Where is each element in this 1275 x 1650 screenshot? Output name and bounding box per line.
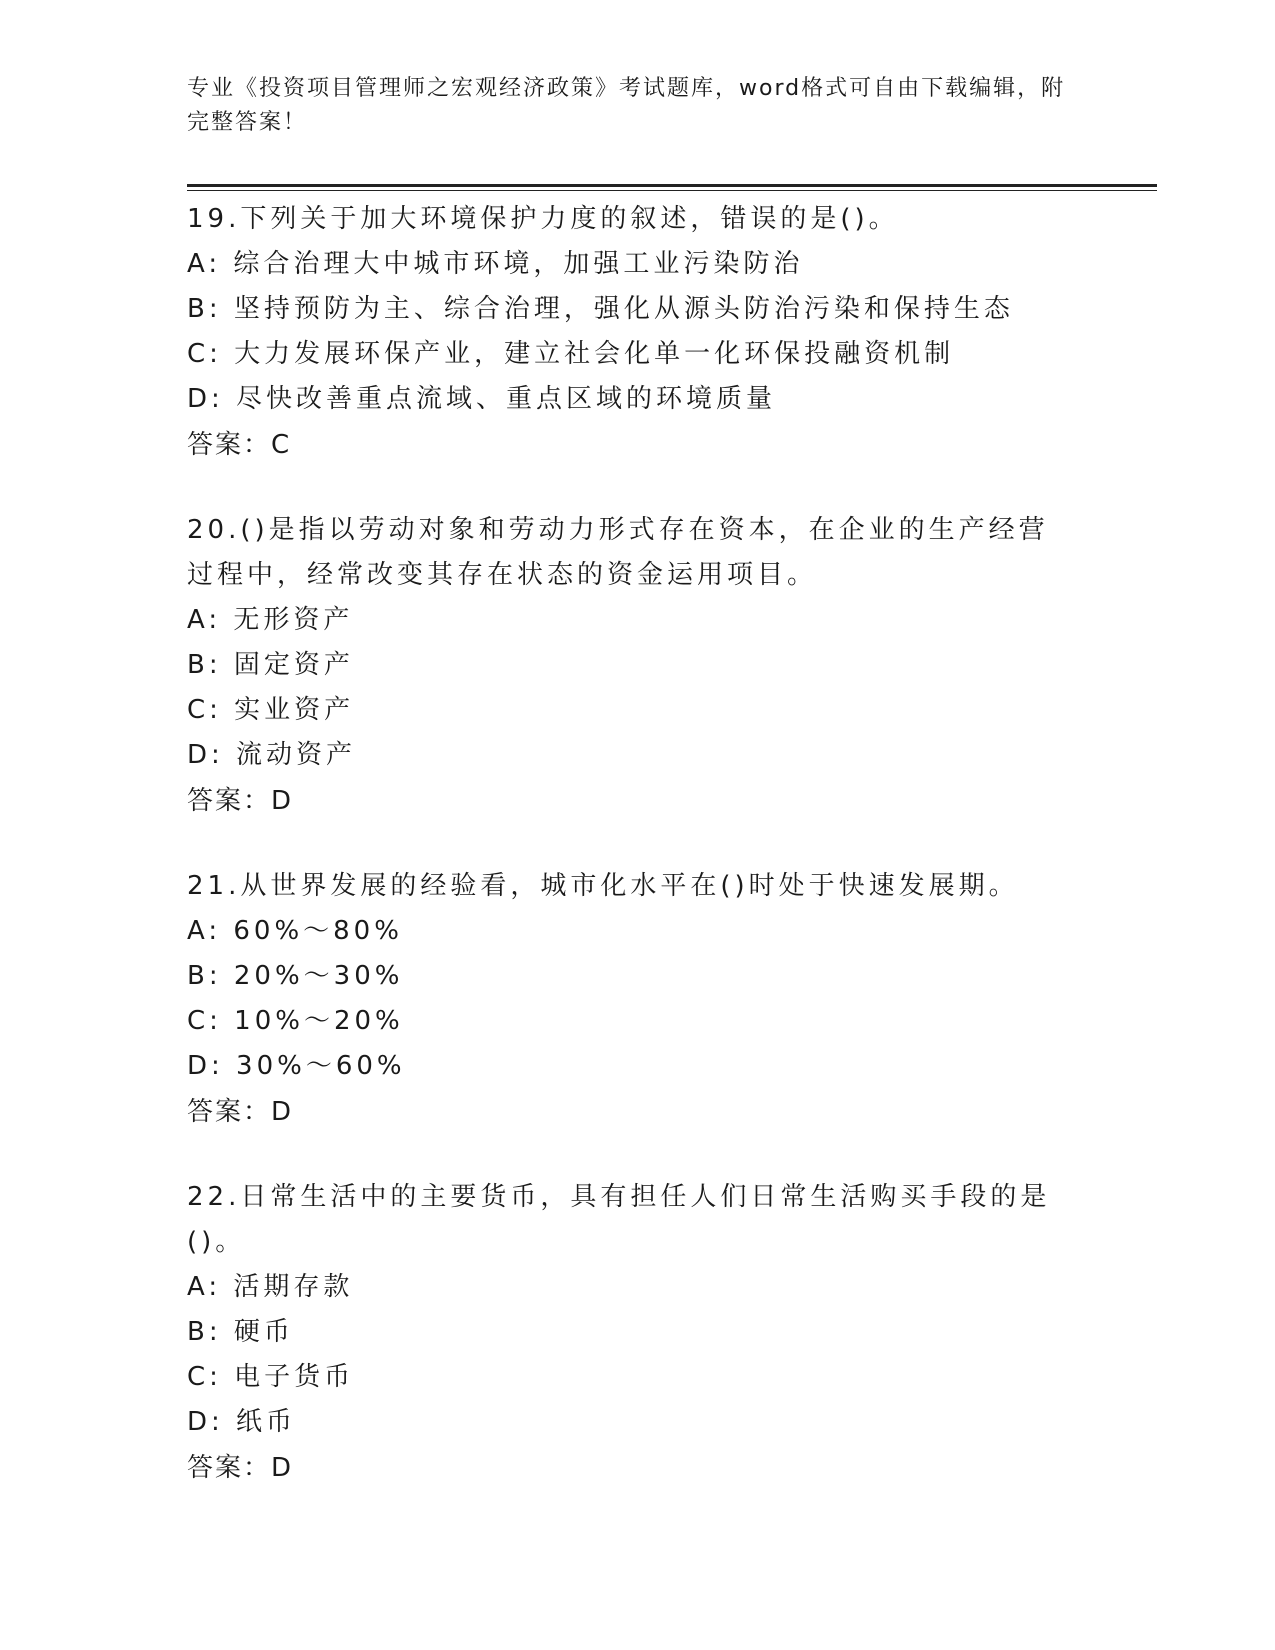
question-stem: 20.()是指以劳动对象和劳动力形式存在资本，在企业的生产经营过程中，经常改变其存在状态的资金运用项目。 — [187, 515, 1049, 590]
question-21 — [187, 864, 1157, 1135]
document-header: 专业《投资项目管理师之宏观经济政策》考试题库，word格式可自由下载编辑，附完整答案！ — [187, 76, 1066, 135]
answer-line: 答案：C — [187, 430, 292, 460]
option-c: C: 大力发展环保产业，建立社会化单一化环保投融资机制 — [187, 339, 955, 369]
option-a: A: 活期存款 — [187, 1272, 354, 1302]
option-d: D: 纸币 — [187, 1407, 297, 1437]
question-20 — [187, 508, 1157, 824]
option-a: A: 无形资产 — [187, 605, 354, 635]
question-stem: 21.从世界发展的经验看，城市化水平在()时处于快速发展期。 — [187, 871, 1019, 901]
option-d: D: 尽快改善重点流域、重点区域的环境质量 — [187, 384, 777, 414]
answer-line: 答案：D — [187, 1097, 294, 1127]
option-c: C: 实业资产 — [187, 695, 355, 725]
question-22 — [187, 1175, 1157, 1491]
option-b: B: 坚持预防为主、综合治理，强化从源头防治污染和保持生态 — [187, 294, 1014, 324]
option-b: B: 固定资产 — [187, 650, 354, 680]
option-a: A: 综合治理大中城市环境，加强工业污染防治 — [187, 249, 804, 279]
option-a: A: 60%～80% — [187, 916, 403, 946]
question-stem: 22.日常生活中的主要货币，具有担任人们日常生活购买手段的是()。 — [187, 1182, 1051, 1257]
option-d: D: 流动资产 — [187, 740, 357, 770]
question-list — [187, 197, 1157, 1491]
option-c: C: 电子货币 — [187, 1362, 355, 1392]
option-d: D: 30%～60% — [187, 1051, 406, 1081]
option-b: B: 20%～30% — [187, 961, 404, 991]
question-stem: 19.下列关于加大环境保护力度的叙述，错误的是()。 — [187, 204, 899, 234]
option-c: C: 10%～20% — [187, 1006, 404, 1036]
document-page — [187, 72, 1157, 1531]
question-19 — [187, 197, 1157, 468]
answer-line: 答案：D — [187, 786, 294, 816]
header-divider — [187, 184, 1157, 187]
option-b: B: 硬币 — [187, 1317, 294, 1347]
answer-line: 答案：D — [187, 1453, 294, 1483]
